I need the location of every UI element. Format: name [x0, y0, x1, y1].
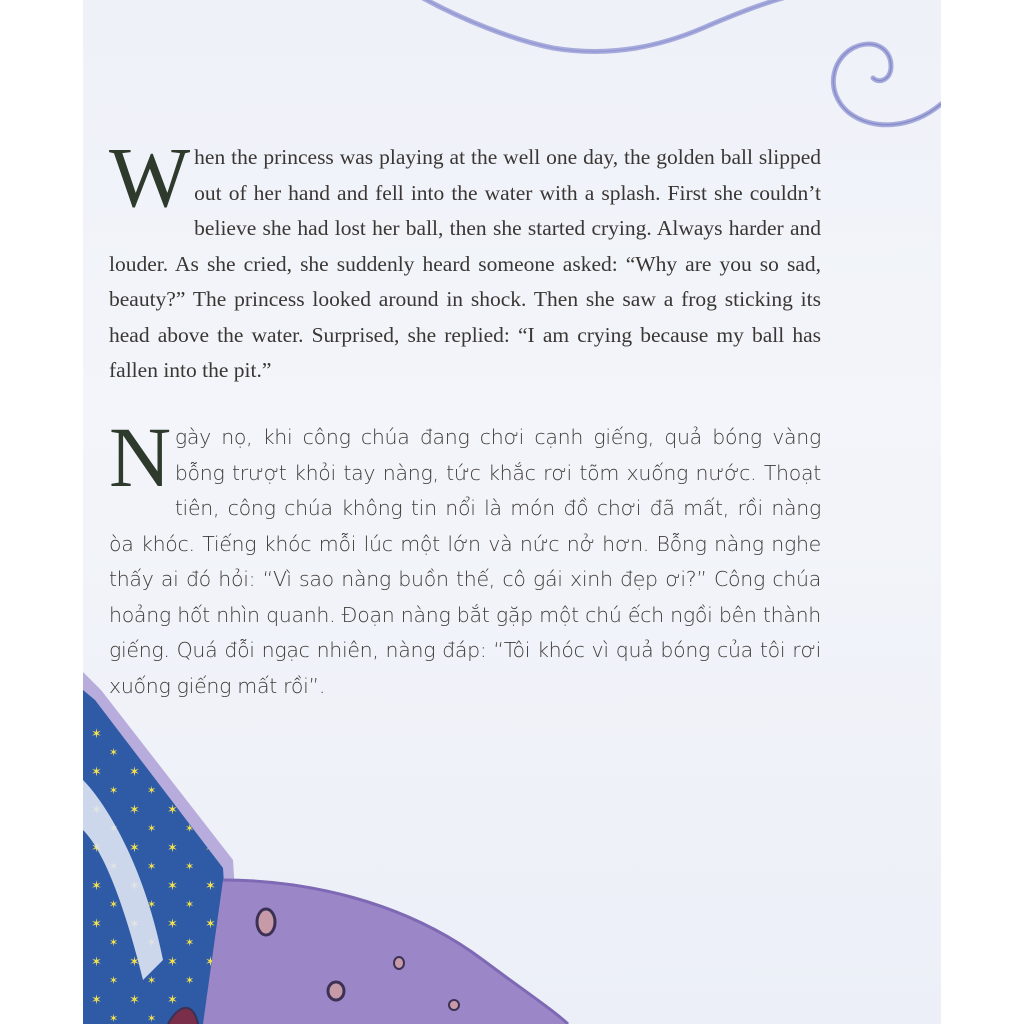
dropcap-vietnamese: N [109, 409, 171, 505]
top-wave-ornament [423, 0, 783, 51]
dropcap-english: W [109, 129, 191, 225]
english-text: hen the princess was playing at the well one day, the golden ball slipped out of her hand and fell into the water with a splash. First she couldn’t believe she had lost her ball, then she started crying. Always harder and louder. As she cried, she suddenly heard someone asked: “Why are you so sad, beauty?” The princess looked around in shock. Then she saw a frog sticking its head above the water. Surprised, she replied: “I am crying because my ball has fallen into the pit.” [109, 145, 821, 382]
robe-illustration [83, 672, 568, 1024]
vietnamese-paragraph [109, 409, 821, 704]
english-paragraph [109, 129, 821, 389]
vietnamese-text: gày nọ, khi công chúa đang chơi cạnh giếng, quả bóng vàng bỗng trượt khỏi tay nàng, tức khắc rơi tõm xuống nước. Thoạt tiên, công chúa không tin nổi là món đồ chơi đã mất, rồi nàng òa khóc. Tiếng khóc mỗi lúc một lớn và nức nở hơn. Bỗng nàng nghe thấy ai đó hỏi: “Vì sao nàng buồn thế, cô gái xinh đẹp ơi?” Công chúa hoảng hốt nhìn quanh. Đoạn nàng bắt gặp một chú ếch ngồi bên thành giếng. Quá đỗi ngạc nhiên, nàng đáp: “Tôi khóc vì quả bóng của tôi rơi xuống giếng mất rồi”. [109, 425, 821, 698]
book-page [83, 0, 941, 1024]
